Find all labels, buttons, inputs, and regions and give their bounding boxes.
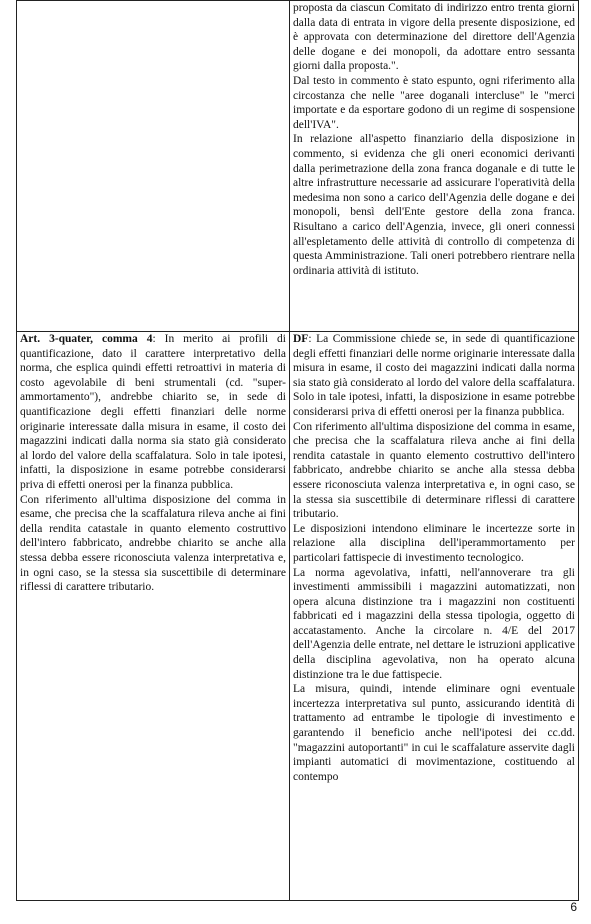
- left-cell-empty: [17, 1, 290, 332]
- paragraph: La norma agevolativa, infatti, nell'annoverare tra gli investimenti ammissibili i magazzini automatizzati, non opera alcuna distinzione tra i magazzini non costituenti fabbricati ed i magazzini della stessa tipologia, oggetto di accatastamento. Anche la circolare n. 4/E del 2017 dell'Agenzia delle entrate, nel dettare le istruzioni applicative della disciplina agevolativa, non ha operato alcuna distinzione tra le due fattispecie.: [293, 566, 575, 681]
- paragraph: Le disposizioni intendono eliminare le incertezze sorte in relazione alla disciplina dell'iperammortamento per particolari fattispecie di investimento tecnologico.: [293, 522, 575, 564]
- paragraph: Con riferimento all'ultima disposizione del comma in esame, che precisa che la scaffalatura rileva anche ai fini della rendita catastale in quanto elemento costruttivo dell'intero fabbricato, andrebbe chiarito se anche alla stessa debba essere riconosciuta valenza interpretativa e, in ogni caso, se la stessa sia suscettibile di determinare riflessi di carattere tributario.: [293, 420, 575, 521]
- table-row: [17, 1, 579, 332]
- page-number: 6: [570, 900, 577, 914]
- right-cell: [290, 1, 579, 332]
- left-cell: [17, 332, 290, 901]
- paragraph: Con riferimento all'ultima disposizione del comma in esame, che precisa che la scaffalatura rileva anche ai fini della rendita catastale in quanto elemento costruttivo dell'intero fabbricato, andrebbe chiarito se anche alla stessa debba essere riconosciuta valenza interpretativa e, in ogni caso, se la stessa sia suscettibile di determinare riflessi di carattere tributario.: [20, 493, 286, 594]
- paragraph: proposta da ciascun Comitato di indirizzo entro trenta giorni dalla data di entrata in vigore della presente disposizione, ed è approvata con determinazione del direttore dell'Agenzia delle dogane e dei monopoli, da adottare entro sessanta giorni dalla proposta.".: [293, 2, 575, 73]
- paragraph: In relazione all'aspetto finanziario della disposizione in commento, si evidenza che gli oneri economici derivanti dalla perimetrazione della zona franca doganale e di tutte le altre infrastrutture necessarie ad assicurare l'operatività della medesima non sono a carico dell'Agenzia delle dogane e dei monopoli, bensì dell'Ente gestore della zona franca. Risultano a carico dell'Agenzia, invece, gli oneri connessi all'espletamento delle attività di controllo di competenza di questa Amministrazione. Tali oneri potrebbero rientrare nella ordinaria attività di istituto.: [293, 133, 575, 277]
- article-label: Art. 3-quater, comma 4: [20, 333, 153, 345]
- df-label: DF: [293, 333, 309, 345]
- paragraph-text: : La Commissione chiede se, in sede di quantificazione degli effetti finanziari delle norme originarie interessate dalla misura in esame, il costo dei magazzini indicati dalla norma sia stato già considerato al lordo del valore della scaffalatura. Solo in tale ipotesi, infatti, la disposizione in esame potrebbe considerarsi priva di effetti onerosi per la finanza pubblica.: [293, 333, 575, 418]
- paragraph: Dal testo in commento è stato espunto, ogni riferimento alla circostanza che nelle "aree doganali intercluse" le "merci importate e da esportare godono di un regime di sospensione dell'IVA".: [293, 74, 575, 131]
- paragraph: La misura, quindi, intende eliminare ogni eventuale incertezza interpretativa sul punto, assicurando identità di trattamento ad entrambe le tipologie di investimento e garantendo il beneficio anche nell'ipotesi dei cc.dd. "magazzini autoportanti" in cui le scaffalature asservite dagli impianti automatici di movimentazione, costituendo al contempo: [293, 683, 575, 783]
- paragraph: [20, 332, 286, 493]
- comparison-table: [16, 0, 579, 901]
- right-cell: [290, 332, 579, 901]
- table-row: [17, 332, 579, 901]
- paragraph-text: : In merito ai profili di quantificazione, dato il carattere interpretativo della norma, che esplica quindi effetti retroattivi in materia di costo agevolabile di beni strumentali (cd. "super-ammortamento"), andrebbe chiarito se, in sede di quantificazione degli effetti finanziari delle norme originarie interessate dalla misura in esame, il costo dei magazzini indicati dalla norma sia stato già considerato al lordo del valore della scaffalatura. Solo in tale ipotesi, infatti, la disposizione in esame potrebbe considerarsi priva di effetti onerosi per la finanza pubblica.: [20, 333, 286, 491]
- paragraph: [293, 332, 575, 420]
